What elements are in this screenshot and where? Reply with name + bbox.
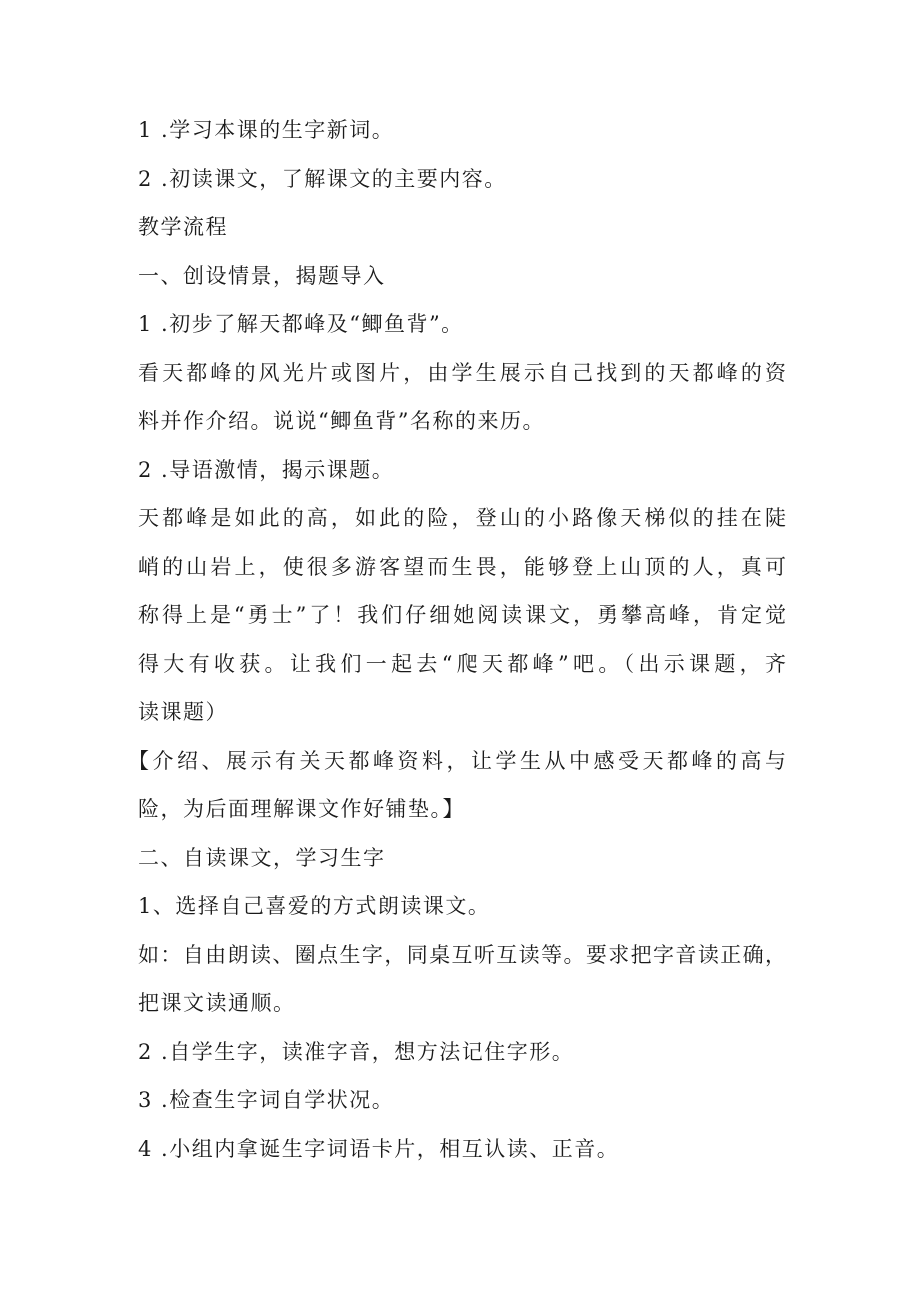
step-2-3: 3 .检查生字词自学状况。	[138, 1088, 395, 1112]
section-heading-teaching-process: 教学流程	[138, 215, 228, 239]
section-heading-2: 二、自读课文，学习生字	[138, 845, 386, 870]
note-line: 险，为后面理解课文作好铺垫。】	[138, 797, 465, 821]
step-2-4: 4 .小组内拿诞生字词语卡片，相互认读、正音。	[138, 1136, 620, 1161]
paragraph-line: 得大有收获。让我们一起去“爬天都峰”吧。（出示课题，齐	[138, 651, 786, 676]
paragraph-line: 料并作介绍。说说“鲫鱼背”名称的来历。	[138, 409, 545, 433]
paragraph-line: 把课文读通顺。	[138, 991, 296, 1015]
paragraph-line: 峭的山岩上，使很多游客望而生畏，能够登上山顶的人，真可	[138, 554, 786, 579]
paragraph-line: 看天都峰的风光片或图片，由学生展示自己找到的天都峰的资	[138, 360, 786, 385]
step-2-2: 2 .自学生字，读准字音，想方法记住字形。	[138, 1039, 575, 1064]
paragraph-line: 读课题）	[138, 700, 228, 724]
paragraph-line: 如：自由朗读、圈点生字，同桌互听互读等。要求把字音读正确，	[138, 942, 786, 967]
note-line: 【介绍、展示有关天都峰资料，让学生从中感受天都峰的高与	[128, 748, 786, 773]
step-1-1: 1 .初步了解天都峰及“鲫鱼背”。	[138, 312, 464, 336]
paragraph-line: 天都峰是如此的高，如此的险，登山的小路像天梯似的挂在陡	[138, 506, 786, 530]
section-heading-1: 一、创设情景，揭题导入	[138, 263, 386, 288]
paragraph-line: 称得上是“勇士”了！我们仔细她阅读课文，勇攀高峰，肯定觉	[138, 603, 786, 627]
step-2-1: 1、选择自己喜爱的方式朗读课文。	[138, 894, 491, 918]
step-1-2: 2 .导语激情，揭示课题。	[138, 457, 395, 482]
document-body	[128, 106, 786, 1173]
objective-item-2: 2 .初读课文，了解课文的主要内容。	[138, 166, 507, 191]
objective-item-1: 1 .学习本课的生字新词。	[138, 118, 395, 142]
